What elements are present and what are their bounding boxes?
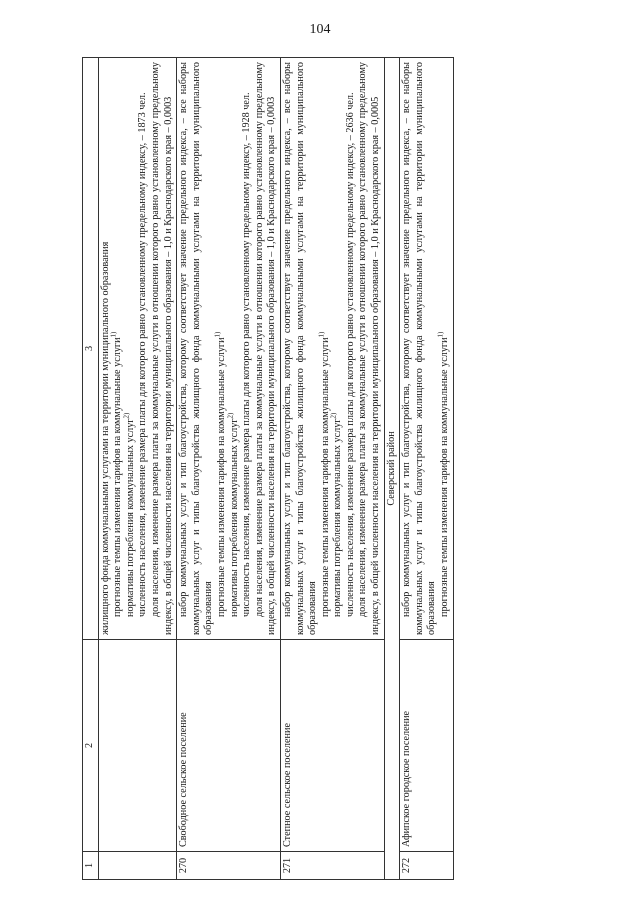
desc-line: прогнозные темпы изменения тарифов на коммунальные услуги$^{1)}$ [213, 331, 227, 617]
footnote-ref: 1) [436, 331, 445, 338]
desc-line: набор коммунальных услуг и тип благоустройства, которому соответствует значение предельного индекса, – все наборы коммунальных услуг и типы благоустройства жилищного фонда коммунальными услугами на территории муниципального образования [401, 62, 438, 635]
desc-line: прогнозные темпы изменения тарифов на коммунальные услуги$^{1)}$ [109, 331, 124, 617]
row-name-cell [98, 640, 177, 852]
section-title: Северский район [384, 58, 400, 880]
table-row-270 [177, 58, 281, 880]
table-header-row [83, 58, 99, 880]
header-col-1: 1 [83, 852, 99, 880]
desc-line: жилищного фонда коммунальными услугами на территории муниципального образования [99, 241, 111, 635]
desc-line: доля населения, изменение размера платы за коммунальные услуги в отношении которого равно установленному предельному индексу, в общей численности населения на территории муниципального образования – 1,0 и Краснодарского края – 0,0003 [253, 62, 278, 635]
desc-line: набор коммунальных услуг и тип благоустройства, которому соответствует значение предельного индекса, – все наборы коммунальных услуг и типы благоустройства жилищного фонда коммунальными услугами на территории муниципального образования [178, 62, 215, 635]
section-row [384, 58, 400, 880]
row-number-cell [98, 852, 177, 880]
header-col-2: 2 [83, 640, 99, 852]
row-number-cell: 270 [177, 852, 281, 880]
desc-line: прогнозные темпы изменения тарифов на коммунальные услуги$^{1)}$ [436, 331, 451, 617]
indices-table [82, 57, 454, 880]
header-col-3: 3 [83, 58, 99, 640]
table-row-271 [280, 58, 384, 880]
desc-line: нормативы потребления коммунальных услуг$^{2)}$ [329, 412, 344, 617]
desc-line: численность населения, изменение размера платы для которого равно установленному предельному индексу, – 2636 чел. [344, 92, 356, 617]
footnote-ref: 1) [213, 331, 222, 338]
row-description-cell [177, 58, 281, 640]
desc-line: нормативы потребления коммунальных услуг$^{2)}$ [226, 412, 240, 617]
desc-line: набор коммунальных услуг и тип благоустройства, которому соответствует значение предельного индекса, – все наборы коммунальных услуг и типы благоустройства жилищного фонда коммунальными услугами на территории муниципального образования [281, 62, 319, 635]
desc-line: численность населения, изменение размера платы для которого равно установленному предельному индексу, – 1873 чел. [137, 92, 149, 617]
table-row-continuation [98, 58, 177, 880]
table-row-272 [400, 58, 453, 880]
page-number: 104 [309, 22, 331, 37]
footnote-ref: 2) [329, 412, 338, 419]
footnote-ref: 2) [226, 412, 235, 419]
desc-line: доля населения, изменение размера платы за коммунальные услуги в отношении которого равно установленному предельному индексу, в общей численности населения на территории муниципального образования – 1,0 и Краснодарского края – 0,0005 [357, 62, 382, 635]
rotated-table [82, 58, 574, 880]
row-description-cell [280, 58, 384, 640]
row-number-cell: 272 [400, 852, 453, 880]
row-description-cell [400, 58, 453, 640]
row-number-cell: 271 [280, 852, 384, 880]
row-name-cell: Степное сельское поселение [280, 640, 384, 852]
desc-line: нормативы потребления коммунальных услуг$^{2)}$ [122, 412, 136, 617]
row-name-cell: Афипское городское поселение [400, 640, 453, 852]
desc-line: прогнозные темпы изменения тарифов на коммунальные услуги$^{1)}$ [317, 331, 331, 617]
desc-line: численность населения, изменение размера платы для которого равно установленному предельному индексу, – 1928 чел. [241, 92, 253, 617]
rotated-table-stage [82, 58, 574, 880]
row-description-cell [98, 58, 177, 640]
footnote-ref: 1) [317, 331, 326, 338]
desc-line: доля населения, изменение размера платы за коммунальные услуги в отношении которого равно установленному предельному индексу, в общей численности населения на территории муниципального образования – 1,0 и Краснодарского края – 0,0003 [149, 62, 174, 635]
footnote-ref: 1) [109, 331, 118, 338]
row-name-cell: Свободное сельское поселение [177, 640, 281, 852]
footnote-ref: 2) [122, 412, 131, 419]
